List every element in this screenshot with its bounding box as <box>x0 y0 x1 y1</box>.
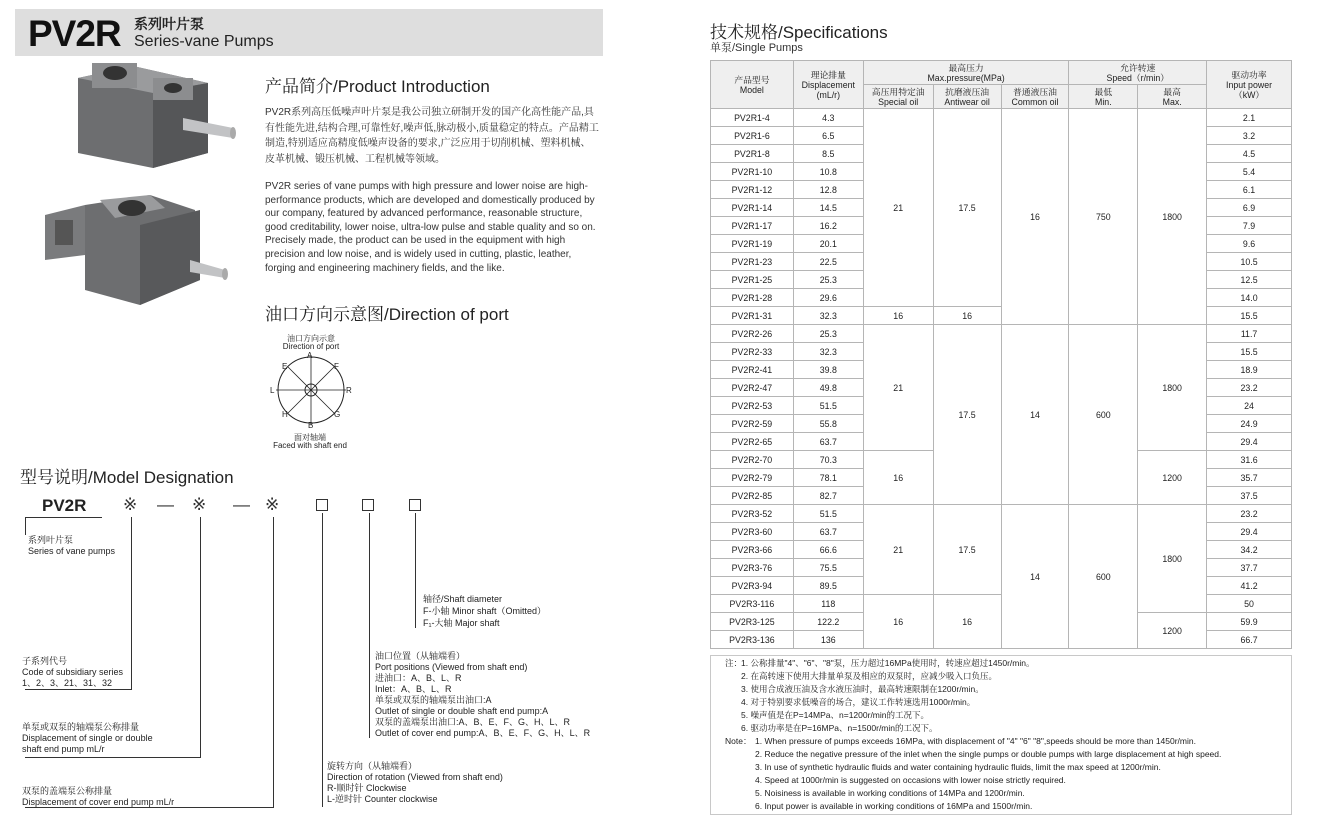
model-ports-2: 进油口：A、B、L、R <box>375 673 462 683</box>
table-row: PV2R3-125 122.2 1200 59.9 <box>711 613 1292 631</box>
notes-box <box>710 655 1292 815</box>
note-en-2: 2. Reduce the negative pressure of the inlet when the single pumps or double pumps with large displacement at high speed. <box>755 749 1222 759</box>
model-shaft-0: 轴径/Shaft diameter <box>423 594 503 604</box>
model-rotation-0: 旋转方向（从轴端看） <box>327 761 418 771</box>
table-row: PV2R2-33 32.3 15.5 <box>711 343 1292 361</box>
model-box-1 <box>316 499 328 511</box>
th-model: 产品型号 Model <box>711 61 794 109</box>
table-row: PV2R1-4 4.3 21 17.5 16 750 1800 2.1 <box>711 109 1292 127</box>
model-subseries-0: 子系列代号 <box>22 656 68 666</box>
notes-zh-label: 注： <box>725 658 743 668</box>
cell-max: 1200 <box>1138 451 1207 505</box>
th-special: 高压用特定油 Special oil <box>863 85 933 109</box>
cell-antiwear: 17.5 <box>933 505 1001 595</box>
conn-subseries-v <box>131 517 132 689</box>
note-en-4: 4. Speed at 1000r/min is suggested on occasions with lower noise strictly required. <box>755 775 1066 785</box>
cell-min: 750 <box>1069 109 1138 325</box>
table-row: PV2R1-8 8.5 4.5 <box>711 145 1292 163</box>
header-title-en: Series-vane Pumps <box>134 33 274 50</box>
model-series-en: Series of vane pumps <box>28 546 116 556</box>
cell-antiwear: 16 <box>933 307 1001 325</box>
conn-disp-single-h <box>25 757 201 758</box>
conn-subseries-h <box>25 689 132 690</box>
port-G: G <box>334 410 341 419</box>
note-zh-3: 3. 使用合成液压油及含水液压油时，最高转速限制在1200r/min。 <box>741 684 984 694</box>
model-dash-1: — <box>157 495 174 514</box>
table-row: PV2R2-26 25.3 21 17.5 14 600 1800 11.7 <box>711 325 1292 343</box>
table-row: PV2R1-23 22.5 10.5 <box>711 253 1292 271</box>
model-ports-1: Port positions (Viewed from shaft end) <box>375 662 528 672</box>
th-common: 普通液压油 Common oil <box>1001 85 1069 109</box>
port-A: A <box>307 351 313 360</box>
table-row: PV2R2-47 49.8 23.2 <box>711 379 1292 397</box>
port-bottom-en: Faced with shaft end <box>273 441 347 450</box>
cell-special: 16 <box>863 451 933 505</box>
note-zh-6: 6. 驱动功率是在P=16MPa、n=1500r/min的工况下。 <box>741 723 938 733</box>
cell-special: 21 <box>863 325 933 451</box>
table-row: PV2R2-41 39.8 18.9 <box>711 361 1292 379</box>
cell-common: 14 <box>1001 505 1069 649</box>
model-ports-5: Outlet of single or double shaft end pump:A <box>375 706 549 716</box>
pump-image-top <box>58 58 248 173</box>
conn-disp-single-v <box>200 517 201 757</box>
conn-disp-cover-v <box>273 517 274 807</box>
conn-series <box>25 517 26 535</box>
th-speed: 允许转速 Speed（r/min） <box>1069 61 1207 85</box>
model-disp-cover-1: Displacement of cover end pump mL/r <box>22 797 175 807</box>
note-zh-4: 4. 对于特别要求低噪音的场合，建议工作转速选用1000r/min。 <box>741 697 976 707</box>
table-row: PV2R2-59 55.8 24.9 <box>711 415 1292 433</box>
table-row: PV2R3-52 51.5 21 17.5 14 600 1800 23.2 <box>711 505 1292 523</box>
cell-special: 21 <box>863 109 933 307</box>
port-F: F <box>334 362 339 371</box>
table-row: PV2R2-70 70.3 16 1200 31.6 <box>711 451 1292 469</box>
model-rotation-3: L-逆时针 Counter clockwise <box>327 794 438 804</box>
cell-antiwear: 16 <box>933 595 1001 649</box>
model-sym-1: ※ <box>123 495 138 514</box>
port-heading: 油口方向示意图/Direction of port <box>265 305 509 324</box>
th-pressure: 最高压力 Max.pressure(MPa) <box>863 61 1069 85</box>
cell-max: 1200 <box>1138 613 1207 649</box>
cell-antiwear: 17.5 <box>933 109 1001 307</box>
cell-common: 14 <box>1001 325 1069 505</box>
model-disp-cover-0: 双泵的盖端泵公称排量 <box>22 786 113 796</box>
model-subseries-2: 1、2、3、21、31、32 <box>22 678 113 688</box>
table-row: PV2R3-116 118 16 16 50 <box>711 595 1292 613</box>
cell-special: 16 <box>863 595 933 649</box>
table-row: PV2R2-85 82.7 37.5 <box>711 487 1292 505</box>
model-heading: 型号说明/Model Designation <box>20 468 234 487</box>
note-zh-5: 5. 噪声值是在P=14MPa、n=1200r/min的工况下。 <box>741 710 930 720</box>
note-en-1: 1. When pressure of pumps exceeds 16MPa, with displacement of "4" "6" "8",speeds should be more than 1450r/min. <box>755 736 1196 746</box>
spec-subheading: 单泵/Single Pumps <box>710 42 803 54</box>
table-row: PV2R3-76 75.5 37.7 <box>711 559 1292 577</box>
model-disp-single-1: Displacement of single or double <box>22 733 153 743</box>
spec-heading: 技术规格/Specifications <box>710 23 888 42</box>
header-model: PV2R <box>28 13 121 54</box>
table-row: PV2R1-10 10.8 5.4 <box>711 163 1292 181</box>
table-row: PV2R2-79 78.1 35.7 <box>711 469 1292 487</box>
cell-min: 600 <box>1069 505 1138 649</box>
model-subseries-1: Code of subsidiary series <box>22 667 124 677</box>
th-disp: 理论排量 Displacement (mL/r) <box>793 61 863 109</box>
th-antiwear: 抗磨液压油 Antiwear oil <box>933 85 1001 109</box>
pump-image-bottom <box>40 190 240 310</box>
model-box-2 <box>362 499 374 511</box>
port-B: B <box>308 421 314 430</box>
cell-common: 16 <box>1001 109 1069 325</box>
table-row: PV2R1-6 6.5 3.2 <box>711 127 1292 145</box>
table-row: PV2R1-14 14.5 6.9 <box>711 199 1292 217</box>
model-ports-3: Inlet：A、B、L、R <box>375 684 452 694</box>
conn-rotation-v <box>322 513 323 807</box>
table-row: PV2R1-17 16.2 7.9 <box>711 217 1292 235</box>
spec-table <box>710 60 1292 649</box>
cell-special: 21 <box>863 505 933 595</box>
model-dash-2: — <box>233 495 250 514</box>
cell-max: 1800 <box>1138 325 1207 451</box>
table-row: PV2R2-53 51.5 24 <box>711 397 1292 415</box>
model-shaft-2: F₁-大轴 Major shaft <box>423 618 500 628</box>
notes-en-label: Note： <box>725 736 752 746</box>
model-code: PV2R <box>42 496 87 515</box>
port-L: L <box>270 386 275 395</box>
model-box-3 <box>409 499 421 511</box>
port-bottom-zh: 面对轴端 <box>294 433 326 442</box>
model-ports-7: Outlet of cover end pump:A、B、E、F、G、H、L、R <box>375 728 591 738</box>
note-en-5: 5. Noisiness is available in working conditions of 14MPa and 1200r/min. <box>755 788 1025 798</box>
table-row: PV2R3-66 66.6 34.2 <box>711 541 1292 559</box>
conn-shaft-v <box>415 513 416 628</box>
table-row: PV2R1-25 25.3 12.5 <box>711 271 1292 289</box>
port-E: E <box>282 362 288 371</box>
model-shaft-1: F-小轴 Minor shaft（Omitted） <box>423 606 547 616</box>
port-label-en: Direction of port <box>282 342 340 351</box>
model-ports-4: 单泵或双泵的轴端泵出油口:A <box>375 695 492 705</box>
note-en-6: 6. Input power is available in working conditions of 16MPa and 1500r/min. <box>755 801 1033 811</box>
model-rotation-1: Direction of rotation (Viewed from shaft end) <box>327 772 503 782</box>
model-disp-single-2: shaft end pump mL/r <box>22 744 105 754</box>
table-row: PV2R1-19 20.1 9.6 <box>711 235 1292 253</box>
table-row: PV2R1-28 29.6 14.0 <box>711 289 1292 307</box>
table-row: PV2R2-65 63.7 29.4 <box>711 433 1292 451</box>
note-zh-1: 1. 公称排量"4"、"6"、"8"泵，压力超过16MPa使用时，转速应超过1450r/min。 <box>741 658 1035 668</box>
model-sym-2: ※ <box>192 495 207 514</box>
note-en-3: 3. In use of synthetic hydraulic fluids and water containing hydraulic fluids, limit the max speed at 1200r/min. <box>755 762 1161 772</box>
header-title-zh: 系列叶片泵 <box>134 16 204 32</box>
table-row: PV2R1-12 12.8 6.1 <box>711 181 1292 199</box>
th-max: 最高 Max. <box>1138 85 1207 109</box>
cell-max: 1800 <box>1138 505 1207 613</box>
model-ports-0: 油口位置（从轴端看） <box>375 651 466 661</box>
cell-antiwear: 17.5 <box>933 325 1001 505</box>
model-rotation-2: R-顺时针 Clockwise <box>327 783 407 793</box>
table-row: PV2R3-60 63.7 29.4 <box>711 523 1292 541</box>
model-disp-single-0: 单泵或双泵的轴端泵公称排量 <box>22 722 140 732</box>
model-code-underline <box>25 517 102 518</box>
table-row: PV2R1-31 32.3 16 16 15.5 <box>711 307 1292 325</box>
model-ports-6: 双泵的盖端泵出油口:A、B、E、F、G、H、L、R <box>375 717 571 727</box>
table-row: PV2R3-94 89.5 41.2 <box>711 577 1292 595</box>
cell-min: 600 <box>1069 325 1138 505</box>
table-row: PV2R3-136 136 66.7 <box>711 631 1292 649</box>
conn-ports-v <box>369 513 370 738</box>
cell-special: 16 <box>863 307 933 325</box>
th-min: 最低 Min. <box>1069 85 1138 109</box>
port-label-zh: 油口方向示意 <box>287 334 335 343</box>
intro-body-en: PV2R series of vane pumps with high pressure and lower noise are high-performance products, which are developed and domestically produced by our company, featured by advanced performance, reasonable structure, good creditability, lower noise, ultra-low pulse and stable quality and so on. Precisely made, the product can be used in the equipment with high precision and low noise, and is widely used in cutting, plastic, leather, forging and engineering machinery fields, and the like. <box>265 181 596 274</box>
port-R: R <box>346 386 352 395</box>
intro-heading: 产品简介/Product Introduction <box>265 77 490 96</box>
cell-max: 1800 <box>1138 109 1207 325</box>
intro-body-zh: PV2R系列高压低噪声叶片泵是我公司独立研制开发的国产化高性能产品,具有性能先进,结构合理,可靠性好,噪声低,脉动极小,质量稳定的特点。产品精工制造,特别适应高精度低噪声设备的要求,广泛应用于切削机械、塑料机械、皮革机械、锻压机械、工程机械等领域。 <box>265 107 599 165</box>
model-sym-3: ※ <box>265 495 280 514</box>
port-H: H <box>282 410 288 419</box>
note-zh-2: 2. 在高转速下使用大排量单泵及相应的双泵时，应减少吸入口负压。 <box>741 671 997 681</box>
model-series-zh: 系列叶片泵 <box>28 535 74 545</box>
th-power: 驱动功率 Input power （kW） <box>1207 61 1292 109</box>
